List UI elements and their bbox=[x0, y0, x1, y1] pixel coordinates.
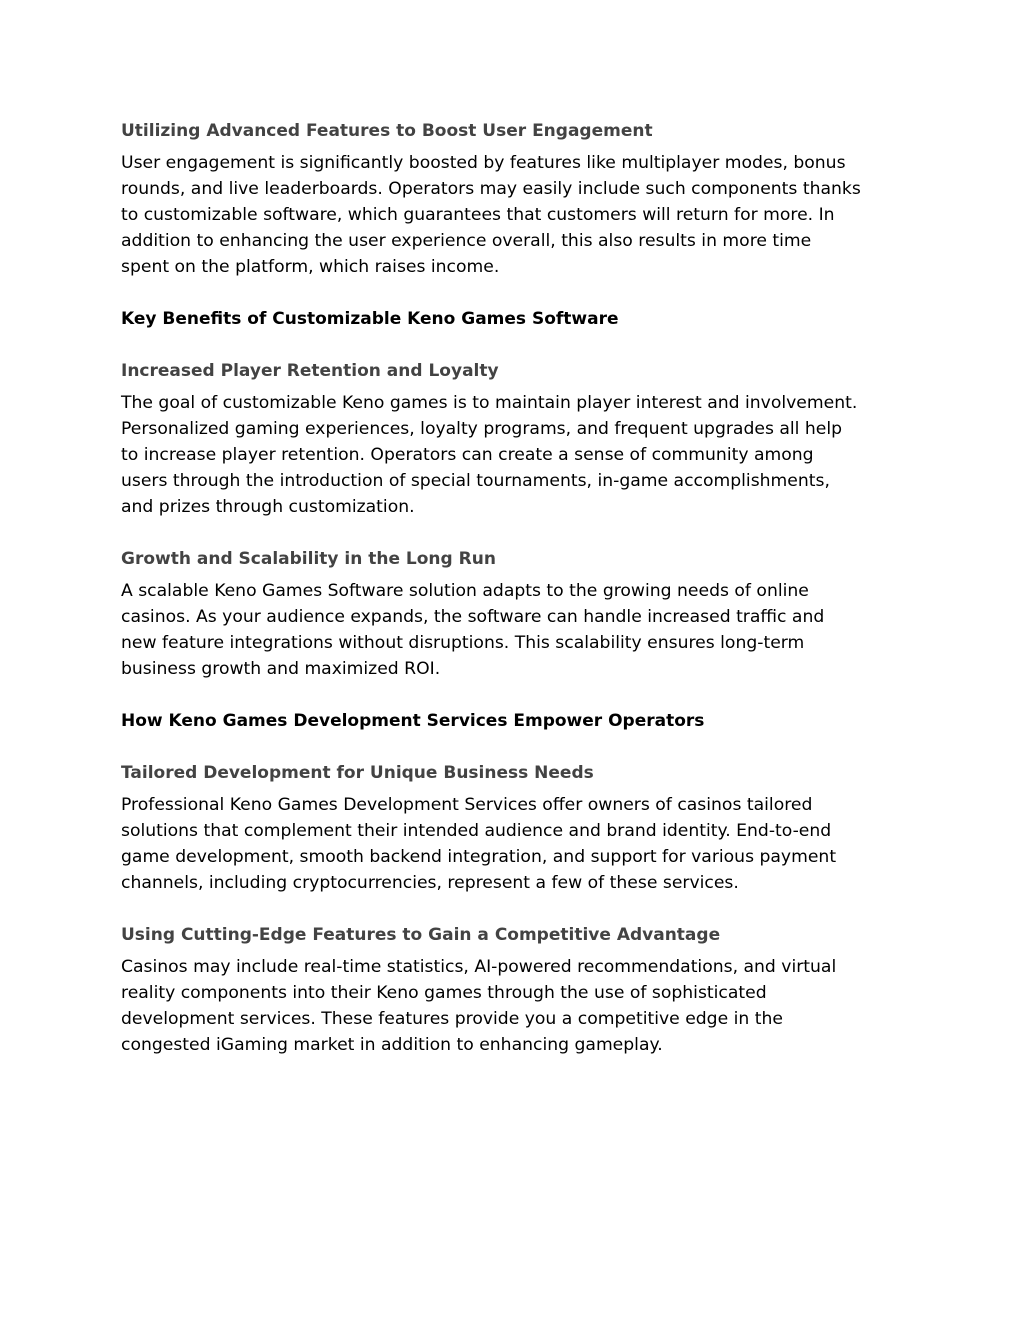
section-heading-tailored-development: Tailored Development for Unique Business Needs bbox=[121, 763, 594, 783]
paragraph-line: spent on the platform, which raises income. bbox=[121, 257, 500, 277]
paragraph-line: A scalable Keno Games Software solution adapts to the growing needs of online bbox=[121, 581, 809, 601]
section-heading-cutting-edge-features: Using Cutting-Edge Features to Gain a Competitive Advantage bbox=[121, 925, 721, 945]
paragraph-user-engagement bbox=[121, 150, 911, 280]
paragraph-line: to increase player retention. Operators can create a sense of community among bbox=[121, 445, 814, 465]
paragraph-cutting-edge-features bbox=[121, 954, 911, 1058]
paragraph-line: new feature integrations without disruptions. This scalability ensures long-term bbox=[121, 633, 805, 653]
paragraph-line: users through the introduction of special tournaments, in-game accomplishments, bbox=[121, 471, 830, 491]
section-heading-key-benefits: Key Benefits of Customizable Keno Games Software bbox=[121, 309, 619, 329]
paragraph-player-retention bbox=[121, 390, 911, 520]
section-heading-growth-scalability: Growth and Scalability in the Long Run bbox=[121, 549, 496, 569]
section-heading-player-retention: Increased Player Retention and Loyalty bbox=[121, 361, 499, 381]
paragraph-line: Casinos may include real-time statistics, AI-powered recommendations, and virtual bbox=[121, 957, 837, 977]
paragraph-line: congested iGaming market in addition to enhancing gameplay. bbox=[121, 1035, 663, 1055]
paragraph-line: development services. These features provide you a competitive edge in the bbox=[121, 1009, 783, 1029]
paragraph-line: channels, including cryptocurrencies, represent a few of these services. bbox=[121, 873, 739, 893]
paragraph-line: game development, smooth backend integration, and support for various payment bbox=[121, 847, 837, 867]
paragraph-line: reality components into their Keno games through the use of sophisticated bbox=[121, 983, 767, 1003]
paragraph-line: addition to enhancing the user experience overall, this also results in more time bbox=[121, 231, 812, 251]
paragraph-growth-scalability bbox=[121, 578, 911, 682]
section-heading-development-services: How Keno Games Development Services Empower Operators bbox=[121, 711, 705, 731]
paragraph-line: business growth and maximized ROI. bbox=[121, 659, 441, 679]
paragraph-line: casinos. As your audience expands, the software can handle increased traffic and bbox=[121, 607, 825, 627]
paragraph-line: solutions that complement their intended audience and brand identity. End-to-end bbox=[121, 821, 832, 841]
document-page bbox=[121, 118, 911, 1084]
paragraph-line: User engagement is significantly boosted by features like multiplayer modes, bonus bbox=[121, 153, 846, 173]
paragraph-line: Personalized gaming experiences, loyalty programs, and frequent upgrades all help bbox=[121, 419, 843, 439]
paragraph-line: rounds, and live leaderboards. Operators may easily include such components thanks bbox=[121, 179, 861, 199]
paragraph-line: to customizable software, which guarantees that customers will return for more. In bbox=[121, 205, 835, 225]
paragraph-line: and prizes through customization. bbox=[121, 497, 415, 517]
paragraph-tailored-development bbox=[121, 792, 911, 896]
section-heading-user-engagement: Utilizing Advanced Features to Boost User Engagement bbox=[121, 121, 653, 141]
paragraph-line: Professional Keno Games Development Services offer owners of casinos tailored bbox=[121, 795, 813, 815]
paragraph-line: The goal of customizable Keno games is to maintain player interest and involvement. bbox=[121, 393, 858, 413]
